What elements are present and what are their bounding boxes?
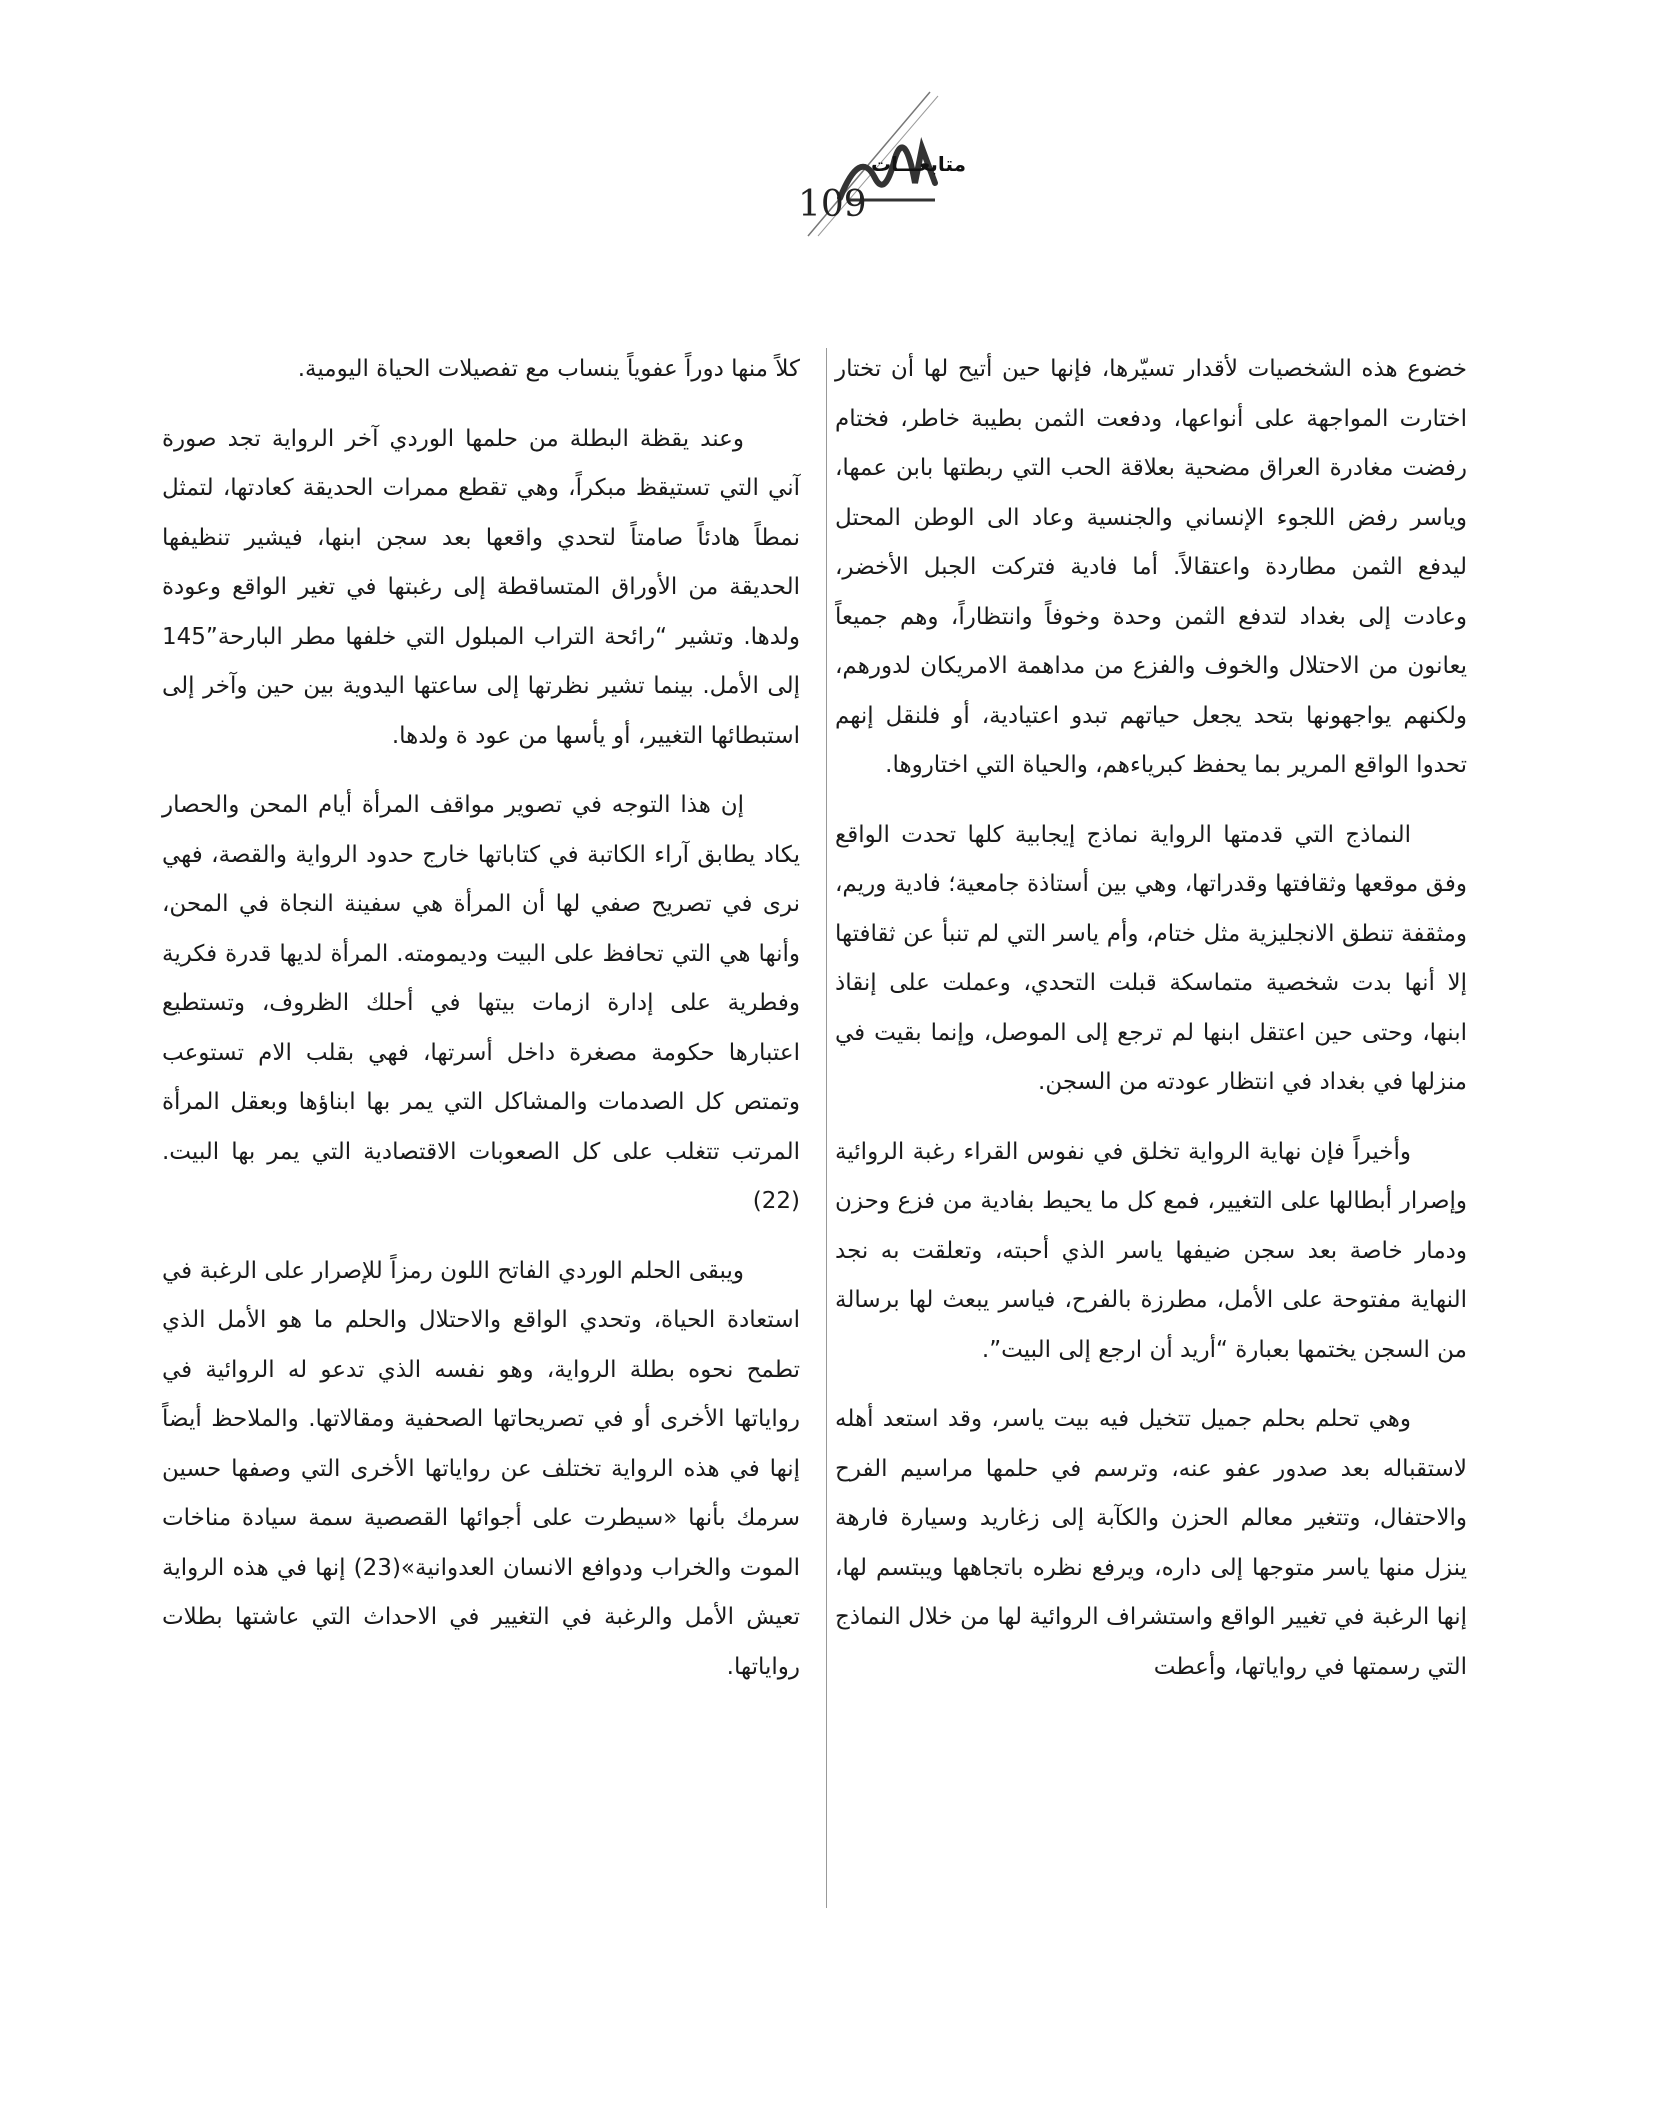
column-divider: [826, 348, 827, 1908]
left-column: [162, 345, 800, 1712]
paragraph: ويبقى الحلم الوردي الفاتح اللون رمزاً للإصرار على الرغبة في استعادة الحياة، وتحدي الواقع والاحتلال والحلم ما هو الأمل الذي تطمح نحوه بطلة الرواية، وهو نفسه الذي تدعو له الروائية في رواياتها الأخرى أو في تصريحاتها الصحفية ومقالاتها. والملاحظ أيضاً إنها في هذه الرواية تختلف عن رواياتها الأخرى التي وصفها حسين سرمك بأنها «سيطرت على أجوائها القصصية سمة سيادة مناخات الموت والخراب ودوافع الانسان العدوانية»(23) إنها في هذه الرواية تعيش الأمل والرغبة في التغيير في الاحداث التي عاشتها بطلات رواياتها.: [162, 1257, 801, 1680]
page-number: 109: [798, 184, 867, 225]
page-header: [690, 88, 990, 238]
paragraph: خضوع هذه الشخصيات لأقدار تسيّرها، فإنها حين أتيح لها أن تختار اختارت المواجهة على أنواعها، ودفعت الثمن بطيبة خاطر، فختام رفضت مغادرة العراق مضحية بعلاقة الحب التي ربطتها بابن عمها، وياسر رفض اللجوء الإنساني والجنسية وعاد الى الوطن المحتل ليدفع الثمن مطاردة واعتقالاً. أما فادية فتركت الجبل الأخضر، وعادت إلى بغداد لتدفع الثمن وحدة وخوفاً وانتظاراً، وهم جميعاً يعانون من الاحتلال والخوف والفزع من مداهمة الامريكان لدورهم، ولكنهم يواجهونها بتحد يجعل حياتهم تبدو اعتيادية، أو فلنقل إنهم تحدوا الواقع المرير بما يحفظ كبرياءهم، والحياة التي اختاروها.: [835, 356, 1467, 778]
section-label: متابعـــات: [871, 152, 966, 176]
paragraph: النماذج التي قدمتها الرواية نماذج إيجابية كلها تحدت الواقع وفق موقعها وثقافتها وقدراتها، وهي بين أستاذة جامعية؛ فادية وريم، ومثقفة تنطق الانجليزية مثل ختام، وأم ياسر التي لم تنبأ عن ثقافتها إلا أنها بدت شخصية متماسكة قبلت التحدي، وعملت على إنقاذ ابنها، وحتى حين اعتقل ابنها لم ترجع إلى الموصل، وإنما بقيت في منزلها في بغداد في انتظار عودته من السجن.: [835, 821, 1467, 1095]
paragraph: كلاً منها دوراً عفوياً ينساب مع تفصيلات الحياة اليومية.: [297, 356, 800, 382]
paragraph: وأخيراً فإن نهاية الرواية تخلق في نفوس القراء رغبة الروائية وإصرار أبطالها على التغيير، فمع كل ما يحيط بفادية من فزع وحزن ودمار خاصة بعد سجن ضيفها ياسر الذي أحبته، وتعلقت به نجد النهاية مفتوحة على الأمل، مطرزة بالفرح، فياسر يبعث لها برسالة من السجن يختمها بعبارة “أريد أن ارجع إلى البيت”.: [835, 1138, 1467, 1363]
paragraph: إن هذا التوجه في تصوير مواقف المرأة أيام المحن والحصار يكاد يطابق آراء الكاتبة في كتاباتها خارج حدود الرواية والقصة، فهي نرى في تصريح صفي لها أن المرأة هي سفينة النجاة في المحن، وأنها هي التي تحافظ على البيت وديمومته. المرأة لديها قدرة فكرية وفطرية على إدارة ازمات بيتها في أحلك الظروف، وتستطيع اعتبارها حكومة مصغرة داخل أسرتها، فهي بقلب الام تستوعب وتمتص كل الصدمات والمشاكل التي يمر بها ابناؤها وبعقل المرأة المرتب تتغلب على كل الصعوبات الاقتصادية التي يمر بها البيت.(22): [162, 792, 800, 1214]
paragraph: وعند يقظة البطلة من حلمها الوردي آخر الرواية تجد صورة آني التي تستيقظ مبكراً، وهي تقطع ممرات الحديقة كعادتها، لتمثل نمطاً هادئاً صامتاً لتحدي واقعها بعد سجن ابنها، فيشير تنظيفها الحديقة من الأوراق المتساقطة إلى رغبتها في تغير الواقع وعودة ولدها. وتشير “رائحة التراب المبلول التي خلفها مطر البارحة”145 إلى الأمل. بينما تشير نظرتها إلى ساعتها اليدوية بين حين وآخر إلى استبطائها التغيير، أو يأسها من عود ة ولدها.: [162, 425, 800, 749]
right-column: [835, 345, 1467, 1712]
paragraph: وهي تحلم بحلم جميل تتخيل فيه بيت ياسر، وقد استعد أهله لاستقباله بعد صدور عفو عنه، وترسم في حلمها مراسيم الفرح والاحتفال، وتتغير معالم الحزن والكآبة إلى زغاريد وسيارة فارهة ينزل منها ياسر متوجها إلى داره، ويرفع نظره باتجاهها ويبتسم لها، إنها الرغبة في تغيير الواقع واستشراف الروائية لها من خلال النماذج التي رسمتها في رواياتها، وأعطت: [835, 1406, 1467, 1680]
